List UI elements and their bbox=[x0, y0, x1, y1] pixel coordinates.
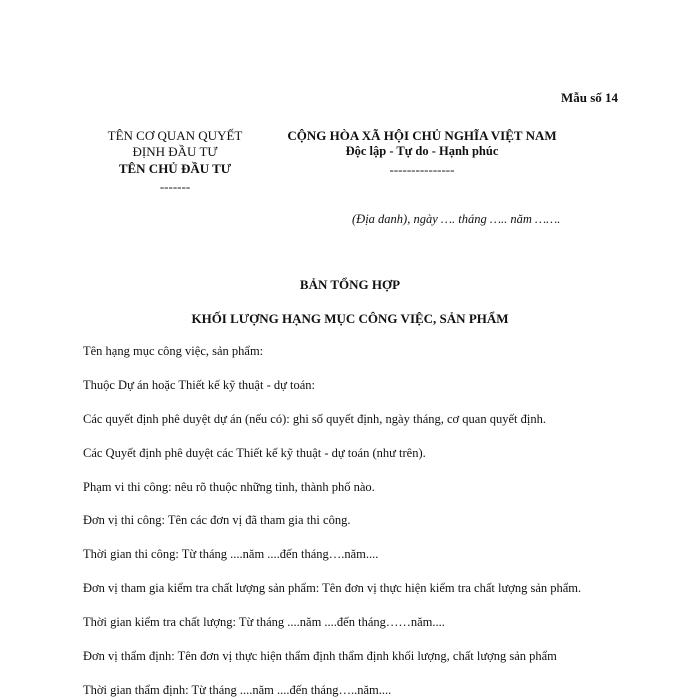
authority-line-1: TÊN CƠ QUAN QUYẾT bbox=[107, 128, 243, 143]
body-paragraph: Thuộc Dự án hoặc Thiết kế kỹ thuật - dự toán: bbox=[83, 377, 316, 392]
body-paragraph: Thời gian kiểm tra chất lượng: Từ tháng ....năm ....đến tháng……năm.... bbox=[83, 615, 445, 629]
body-paragraph: Thời gian thẩm định: Từ tháng ....năm ....đến tháng…..năm.... bbox=[83, 682, 392, 697]
national-title: CỘNG HÒA XÃ HỘI CHỦ NGHĨA VIỆT NAM bbox=[287, 128, 557, 143]
body-paragraph: Phạm vi thi công: nêu rõ thuộc những tỉnh, thành phố nào. bbox=[83, 479, 375, 494]
investor-name: TÊN CHỦ ĐẦU TƯ bbox=[118, 160, 232, 176]
national-separator: --------------- bbox=[389, 161, 455, 177]
issuing-authority-header bbox=[90, 128, 260, 195]
authority-line-2: ĐỊNH ĐẦU TƯ bbox=[132, 144, 218, 160]
body-paragraph: Đơn vị thi công: Tên các đơn vị đã tham gia thi công. bbox=[83, 513, 351, 528]
body-paragraph: Đơn vị tham gia kiểm tra chất lượng sản phẩm: Tên đơn vị thực hiện kiểm tra chất lượng sản phẩm. bbox=[83, 581, 582, 596]
body-paragraph: Tên hạng mục công việc, sản phẩm: bbox=[83, 344, 264, 358]
national-motto: Độc lập - Tự do - Hạnh phúc bbox=[345, 144, 499, 159]
authority-separator: ------- bbox=[159, 178, 191, 194]
body-paragraph: Thời gian thi công: Từ tháng ....năm ....đến tháng….năm.... bbox=[83, 547, 379, 562]
body-paragraph: Các Quyết định phê duyệt các Thiết kế kỹ thuật - dự toán (như trên). bbox=[83, 445, 426, 460]
body-paragraph: Đơn vị thẩm định: Tên đơn vị thực hiện thẩm định thẩm định khối lượng, chất lượng sản phẩm bbox=[83, 648, 557, 663]
document-subtitle: KHỐI LƯỢNG HẠNG MỤC CÔNG VIỆC, SẢN PHẨM bbox=[191, 311, 509, 326]
document-title: BẢN TỔNG HỢP bbox=[299, 277, 401, 292]
body-paragraph: Các quyết định phê duyệt dự án (nếu có): ghi số quyết định, ngày tháng, cơ quan quyết định. bbox=[83, 411, 546, 426]
national-header bbox=[262, 128, 582, 178]
document-body bbox=[83, 343, 623, 700]
place-date: (Địa danh), ngày …. tháng ….. năm ……. bbox=[352, 212, 561, 226]
form-number: Mẫu số 14 bbox=[560, 90, 618, 105]
